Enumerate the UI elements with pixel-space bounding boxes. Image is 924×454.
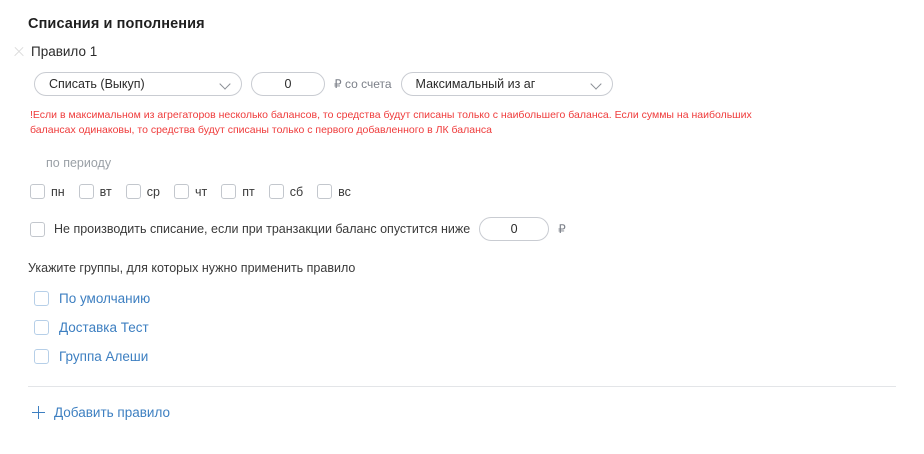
checkbox[interactable] <box>221 184 236 199</box>
checkbox[interactable] <box>34 320 49 335</box>
warning-text: !Если в максимальном из агрегаторов несколько балансов, то средства будут списаны только с наибольшего баланса. Если суммы на наибольших балансах одинаковы, то средства будут списаны только с первого добавленного в ЛК баланса <box>30 109 752 136</box>
divider <box>28 386 896 387</box>
amount-input[interactable] <box>251 72 325 96</box>
checkbox[interactable] <box>317 184 332 199</box>
min-balance-currency: ₽ <box>558 222 566 236</box>
period-label: по периоду <box>46 156 112 170</box>
checkbox[interactable] <box>34 291 49 306</box>
group-item-alesha[interactable] <box>34 349 924 364</box>
chevron-down-icon <box>219 78 230 89</box>
group-item-default[interactable] <box>34 291 924 306</box>
checkbox[interactable] <box>79 184 94 199</box>
weekday-label: сб <box>289 184 304 199</box>
chevron-down-icon <box>590 78 601 89</box>
weekday-label: вт <box>99 184 112 199</box>
weekday-checkbox-row <box>30 184 924 199</box>
weekday-label: ср <box>146 184 160 199</box>
group-label: Доставка Тест <box>59 320 149 335</box>
page-title: Списания и пополнения <box>28 16 205 32</box>
min-balance-row <box>30 217 924 241</box>
action-select[interactable] <box>34 72 242 96</box>
weekday-label: чт <box>194 184 208 199</box>
weekday-tue[interactable] <box>79 184 112 199</box>
checkbox[interactable] <box>34 349 49 364</box>
weekday-label: вс <box>338 184 351 199</box>
checkbox[interactable] <box>126 184 141 199</box>
checkbox[interactable] <box>30 184 45 199</box>
currency-account-label: ₽ со счета <box>334 77 392 91</box>
group-item-delivery-test[interactable] <box>34 320 924 335</box>
min-balance-checkbox[interactable] <box>30 222 45 237</box>
weekday-wed[interactable] <box>126 184 160 199</box>
rule-controls-row <box>34 72 924 96</box>
weekday-fri[interactable] <box>221 184 255 199</box>
groups-title: Укажите группы, для которых нужно применить правило <box>28 261 356 275</box>
rule-title: Правило 1 <box>31 44 98 59</box>
add-rule-label: Добавить правило <box>54 405 170 420</box>
weekday-sun[interactable] <box>317 184 351 199</box>
weekday-label: пт <box>242 184 255 199</box>
plus-icon <box>32 406 45 419</box>
checkbox[interactable] <box>269 184 284 199</box>
weekday-label: пн <box>51 184 65 199</box>
rule-header <box>12 44 924 59</box>
close-icon[interactable] <box>12 45 26 59</box>
weekday-mon[interactable] <box>30 184 65 199</box>
add-rule-button[interactable] <box>32 405 924 420</box>
min-balance-input[interactable] <box>479 217 549 241</box>
group-label: По умолчанию <box>59 291 151 306</box>
weekday-thu[interactable] <box>174 184 207 199</box>
action-select-value: Списать (Выкуп) <box>49 77 145 91</box>
checkbox[interactable] <box>174 184 189 199</box>
weekday-sat[interactable] <box>269 184 303 199</box>
account-select[interactable] <box>401 72 613 96</box>
min-balance-label: Не производить списание, если при транзакции баланс опустится ниже <box>54 222 471 236</box>
group-label: Группа Алеши <box>59 349 149 364</box>
account-select-value: Максимальный из аг <box>415 77 536 91</box>
